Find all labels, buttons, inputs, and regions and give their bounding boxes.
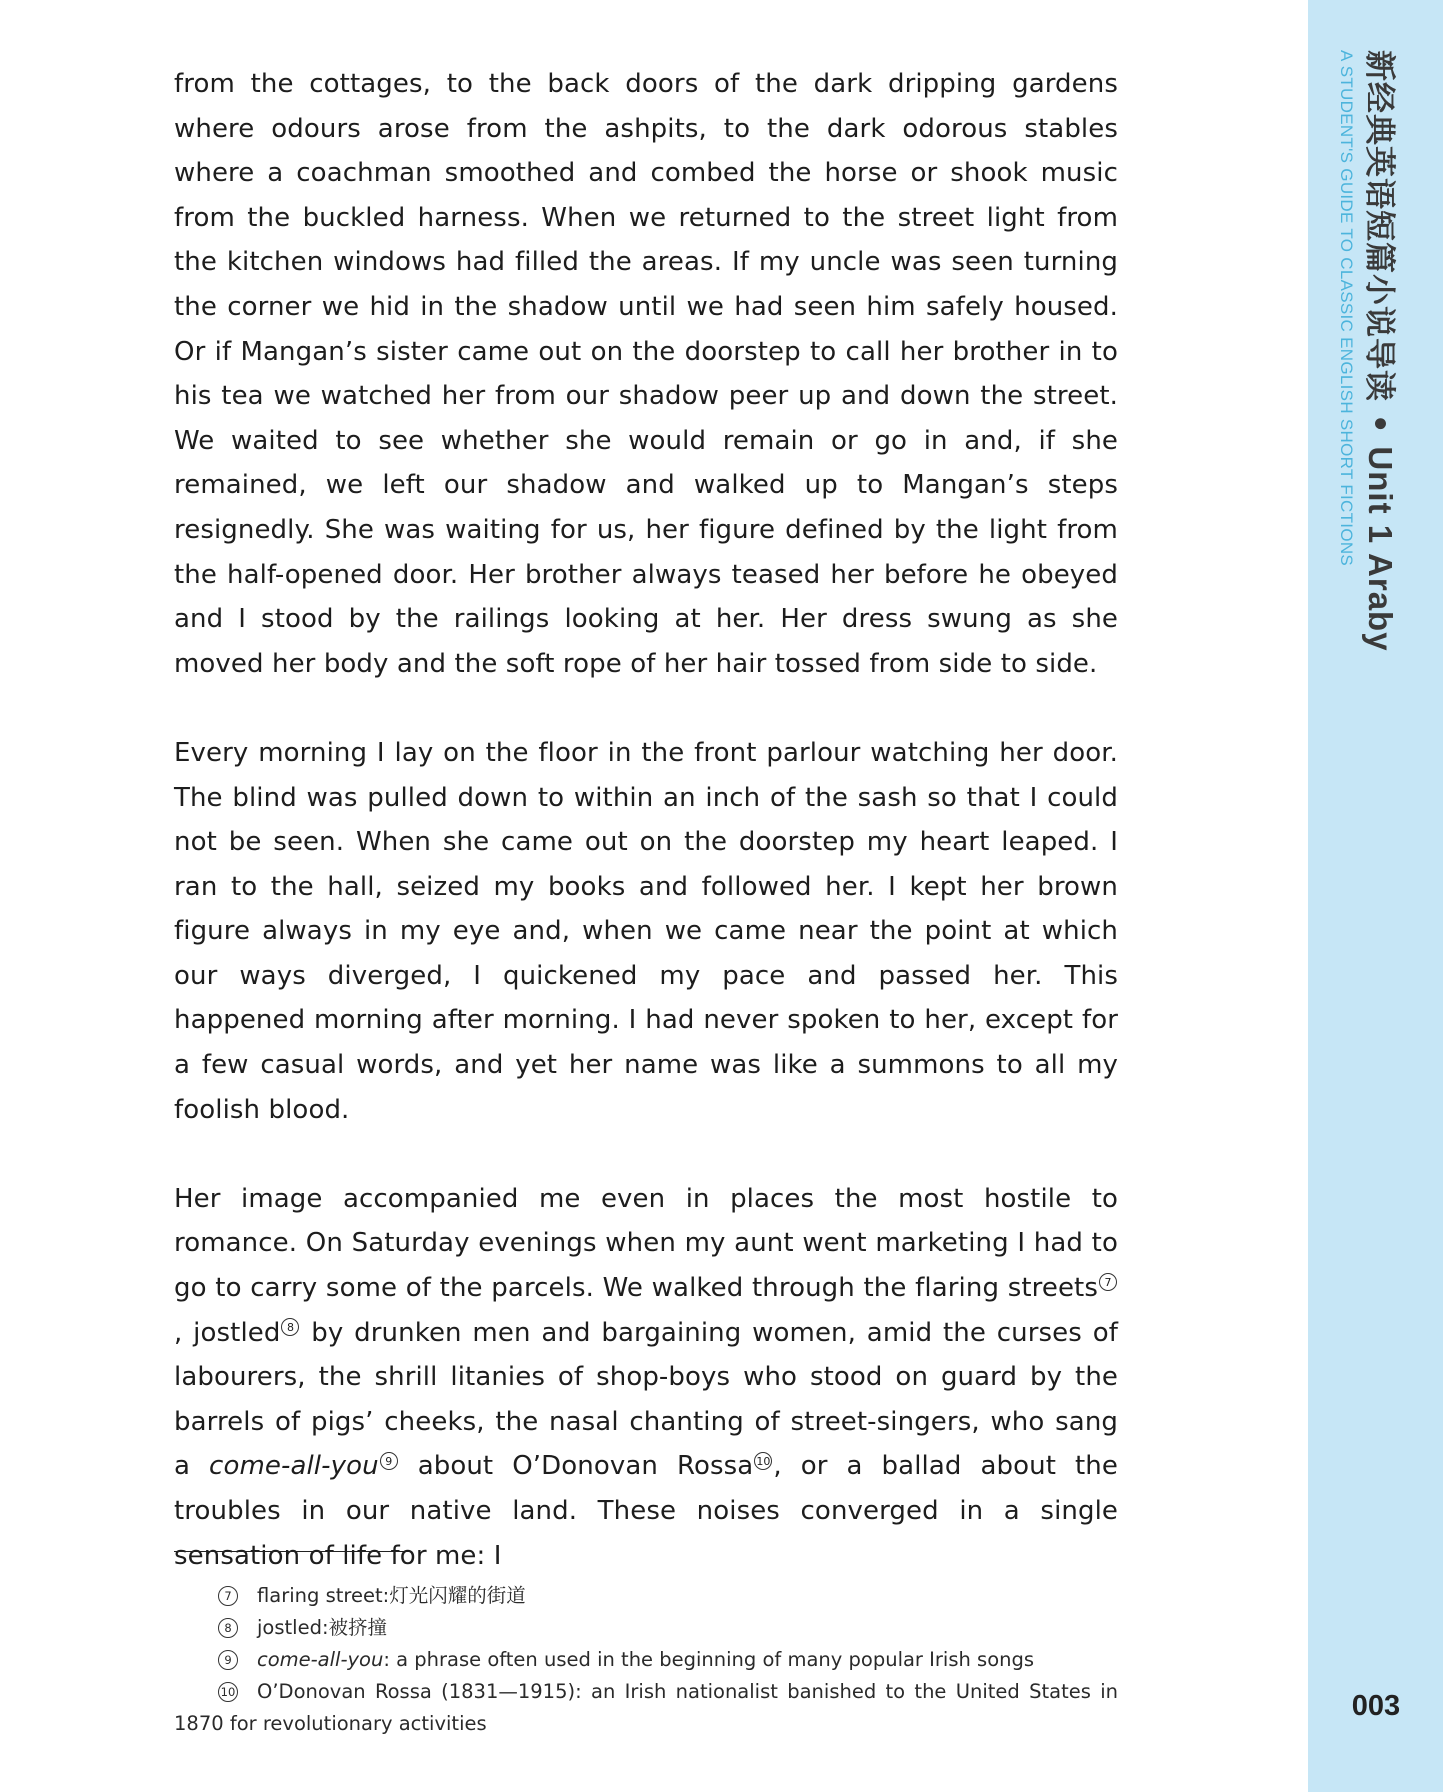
- paragraph-1: from the cottages, to the back doors of the dark dripping gardens where odours arose from the ashpits, to the dark odorous stables where a coachman smoothed and combed the horse or shook music from the buckled harness. When we returned to the street light from the kitchen windows had filled the areas. If my uncle was seen turning the corner we hid in the shadow until we had seen him safely housed. Or if Mangan’s sister came out on the doorstep to call her brother in to his tea we watched her from our shadow peer up and down the street. We waited to see whether she would remain or go in and, if she remained, we left our shadow and walked up to Mangan’s steps resignedly. She was waiting for us, her figure defined by the light from the half-opened door. Her brother always teased her before he obeyed and I stood by the railings looking at her. Her dress swung as she moved her body and the soft rope of her hair tossed from side to side.: [174, 69, 1118, 679]
- footnote-term: jostled: [257, 1616, 322, 1639]
- paragraph-3-text: by drunken men and bargaining women, amid the curses of labourers, the shrill litanies of shop-boys who stood on guard by the barrels of pigs’ cheeks, the nasal chanting of street-singers, who sang a: [174, 1317, 1118, 1482]
- footnotes: [174, 1580, 1118, 1740]
- footnote-9: [174, 1644, 1118, 1676]
- footnote-number: 7: [218, 1586, 238, 1606]
- footnote-number: 8: [218, 1618, 238, 1638]
- paragraph-2: Every morning I lay on the floor in the front parlour watching her door. The blind was pulled down to within an inch of the sash so that I could not be seen. When she came out on the doorstep my heart leaped. I ran to the hall, seized my books and followed her. I kept her brown figure always in my eye and, when we came near the point at which our ways diverged, I quickened my pace and passed her. This happened morning after morning. I had never spoken to her, except for a few casual words, and yet her name was like a summons to all my foolish blood.: [174, 737, 1118, 1125]
- footnote-separator: :: [382, 1584, 390, 1607]
- book-subtitle: A STUDENT'S GUIDE TO CLASSIC ENGLISH SHORT FICTIONS: [1337, 50, 1356, 567]
- unit-title: Unit 1 Araby: [1362, 446, 1399, 652]
- footnote-ref-7[interactable]: 7: [1099, 1273, 1117, 1291]
- paragraph-3-text: about O’Donovan Rossa: [398, 1451, 754, 1482]
- footnote-7: [174, 1580, 1118, 1612]
- footnote-text: an Irish nationalist banished to the United States in 1870 for revolutionary activities: [174, 1680, 1118, 1735]
- footnote-separator: :: [383, 1648, 390, 1671]
- footnote-separator: :: [321, 1616, 329, 1639]
- paragraph-3: [174, 1177, 1118, 1578]
- paragraph-3-text: Her image accompanied me even in places the most hostile to romance. On Saturday evenings when my aunt went marketing I had to go to carry some of the parcels. We walked through the flaring streets: [174, 1183, 1118, 1304]
- footnote-term: flaring street: [257, 1584, 383, 1607]
- footnote-term: come-all-you: [257, 1648, 384, 1671]
- sidebar-title-anchor: [1330, 50, 1399, 652]
- footnote-10: [174, 1676, 1118, 1740]
- footnote-8: [174, 1612, 1118, 1644]
- footnote-divider: [174, 1551, 410, 1552]
- title-bullet: •: [1361, 413, 1397, 435]
- footnote-number: 9: [218, 1650, 238, 1670]
- footnote-number: 10: [218, 1682, 238, 1702]
- footnote-separator: :: [575, 1680, 582, 1703]
- paragraph-3-text: , jostled: [174, 1317, 281, 1348]
- footnote-ref-10[interactable]: 10: [754, 1452, 772, 1470]
- footnote-ref-9[interactable]: 9: [380, 1452, 398, 1470]
- main-text: [174, 62, 1118, 1578]
- book-title: [1359, 50, 1400, 652]
- sidebar-title: [1335, 50, 1400, 652]
- footnote-term: O’Donovan Rossa (1831—1915): [257, 1680, 576, 1703]
- paragraph-3-text: , or a ballad about the troubles in our native land. These noises converged in a single sensation of life for me: I: [174, 1451, 1118, 1571]
- footnote-text: 灯光闪耀的街道: [389, 1584, 526, 1607]
- footnote-text: a phrase often used in the beginning of many popular Irish songs: [389, 1648, 1035, 1671]
- paragraph-3-italic-term: come-all-you: [209, 1451, 379, 1482]
- footnote-text: 被挤撞: [328, 1616, 388, 1639]
- page-number: 003: [1351, 1690, 1401, 1722]
- book-title-cn: 新经典英语短篇小说导读: [1361, 50, 1397, 402]
- footnote-ref-8[interactable]: 8: [281, 1318, 299, 1336]
